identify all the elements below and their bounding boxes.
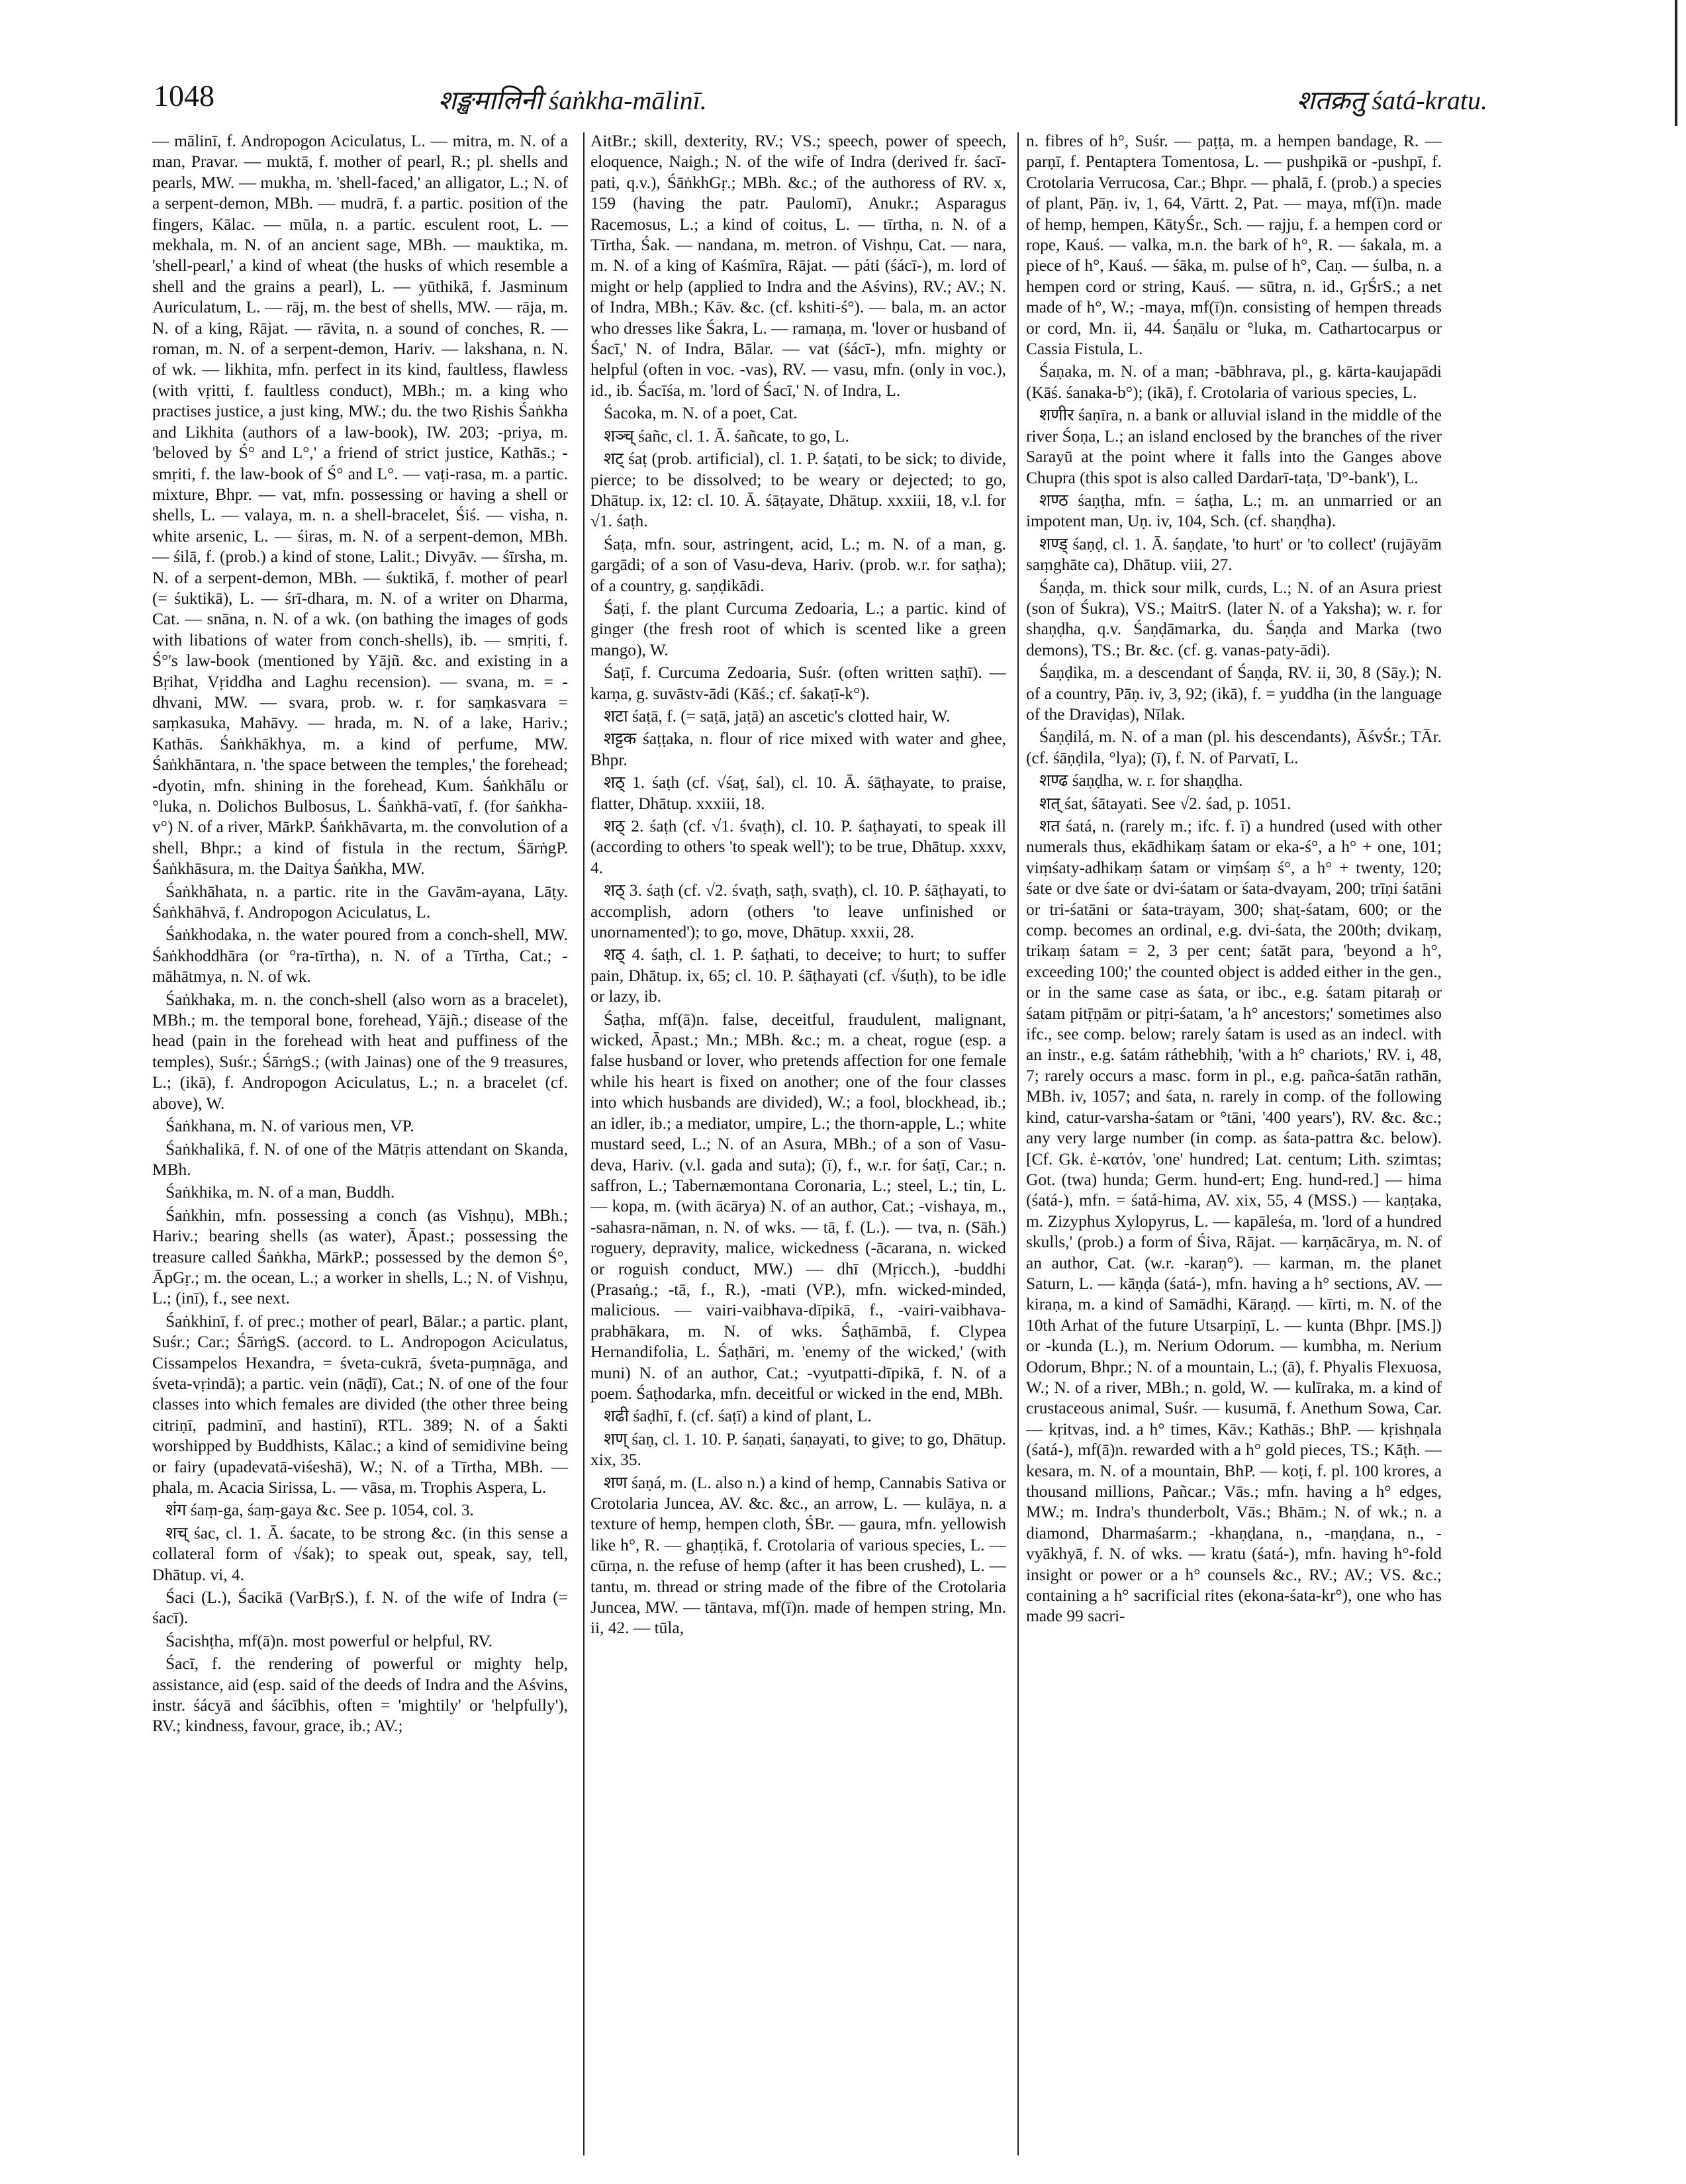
dictionary-entry: शञ्च् śañc, cl. 1. Ā. śañcate, to go, L. <box>604 426 849 446</box>
dictionary-entry: Śacishṭha, mf(ā)n. most powerful or helpful, RV. <box>165 1631 492 1650</box>
dictionary-entry: Śaṭha, mf(ā)n. false, deceitful, fraudulent, malignant, wicked, Āpast.; Mn.; MBh. &c.; m. a cheat, rogue (esp. a false husband or lover, who pretends affection for one female while his heart is fixed on another; one of the four classes into which husbands are divided), W.; a fool, blockhead, ib.; an idler, ib.; a mediator, umpire, L.; the thorn-apple, L.; white mustard seed, L.; N. of an Asura, MBh.; of a son of Vasu-deva, Hariv. (v.l. gada and suta); (ī), f., w.r. for śaṭī, Car.; n. saffron, L.; Tabernæmontana Coronaria, L.; steel, L.; tin, L. — kopa, m. (with ācārya) N. of an author, Cat.; -vishaya, m., -sahasra-nāman, n. N. of wks. — tā, f. (L.). — tva, n. (Sāh.) roguery, depravity, malice, wickedness (-ācarana, n. wicked or roguish conduct, MW.) — dhī (Mṛicch.), -buddhi (Prasaṅg.; -tā, f., R.), -mati (VP.), mfn. wicked-minded, malicious. — vairi-vaibhava-dīpikā, f., -vairi-vaibhava-prabhākara, m. N. of wks. Śaṭhāmbā, f. Clypea Hernandifolia, L. Śaṭhāri, m. 'enemy of the wicked,' (with muni) N. of an author, Cat.; -vyutpatti-dīpikā, f. N. of a poem. Śaṭhodarka, mfn. deceitful or wicked in the end, MBh. <box>590 1010 1006 1403</box>
page-number: 1048 <box>154 79 214 113</box>
dictionary-entry: शच् śac, cl. 1. Ā. śacate, to be strong &c. (in this sense a collateral form of √śak); to speak out, speak, say, tell, Dhātup. vi, 4. <box>152 1523 568 1584</box>
dictionary-entry: शण्ठ śaṇṭha, mfn. = śaṭha, L.; m. an unmarried or an impotent man, Uṇ. iv, 104, Sch. (cf. shaṇḍha). <box>1026 491 1442 531</box>
dictionary-entry: Śaṇḍilá, m. N. of a man (pl. his descendants), ĀśvŚr.; TĀr. (cf. śāṇḍila, °lya); (ī), f. N. of Parvatī, L. <box>1026 728 1442 767</box>
dictionary-entry: शट्टक śaṭṭaka, n. flour of rice mixed with water and ghee, Bhpr. <box>590 730 1006 769</box>
page-header <box>154 78 1487 124</box>
dictionary-entry: Śacī, f. the rendering of powerful or mighty help, assistance, aid (esp. said of the deeds of Indra and the Aśvins, instr. śácyā and śácībhis, often = 'mightily' or 'helpfully'), RV.; kindness, favour, grace, ib.; AV.; <box>152 1654 568 1736</box>
dictionary-entry: Śaṅkhana, m. N. of various men, VP. <box>165 1117 414 1136</box>
dictionary-entry: शढी śaḍhī, f. (cf. śaṭī) a kind of plant, L. <box>604 1407 872 1426</box>
page-edge-line <box>1675 0 1677 126</box>
dictionary-entry: Śaṭī, f. Curcuma Zedoaria, Suśr. (often written saṭhī). — karṇa, g. suvāstv-ādi (Kāś.; cf. śakaṭī-k°). <box>590 663 1006 703</box>
dictionary-entry: शण्ढ śaṇḍha, w. r. for shaṇḍha. <box>1039 771 1243 790</box>
dictionary-entry: शंग śaṃ-ga, śaṃ-gaya &c. See p. 1054, col. 3. <box>165 1501 474 1520</box>
right-running-head: शतक्रतु śatá-kratu. <box>1297 85 1487 115</box>
dictionary-entry: Śaṅkhika, m. N. of a man, Buddh. <box>165 1183 395 1202</box>
dictionary-entry: Śaṅkhāhata, n. a partic. rite in the Gavām-ayana, Lāṭy. Śaṅkhāhvā, f. Andropogon Aciculatus, L. <box>152 882 568 922</box>
column-left <box>152 131 568 2157</box>
dictionary-entry: शठ् 4. śaṭh, cl. 1. P. śaṭhati, to deceive; to hurt; to suffer pain, Dhātup. ix, 65; cl. 10. P. śāṭhayati (cf. √śuṭh), to be idle or lazy, ib. <box>590 945 1006 1006</box>
column-right <box>1026 131 1442 2157</box>
dictionary-entry: Śaṭa, mfn. sour, astringent, acid, L.; m. N. of a man, g. gargādi; of a son of Vasu-deva, Hariv. (prob. w.r. for saṭha); of a country, g. saṇḍikādi. <box>590 534 1006 595</box>
dictionary-entry: Śaṅkhinī, f. of prec.; mother of pearl, Bālar.; a partic. plant, Suśr.; Car.; ŚārṅgS. (accord. to L. Andropogon Aciculatus, Cissampelos Hexandra, = śveta-cukrā, śveta-puṃnāga, and śveta-vṛindā); a partic. vein (nāḍī), Cat.; N. of one of the four classes into which females are divided (the other three being citriṇī, padminī, and hastinī), RTL. 389; N. of a Śakti worshipped by Buddhists, Kālac.; a kind of semidivine being or fairy (upadevatā-viśeshā), W.; N. of a Tīrtha, MBh. — phala, m. Acacia Sirissa, L. — vāsa, m. Trophis Aspera, L. <box>152 1311 568 1497</box>
dictionary-entry: Śaṇḍika, m. a descendant of Śaṇḍa, RV. ii, 30, 8 (Sāy.); N. of a country, Pāṇ. iv, 3, 92; (ikā), f. = yuddha (in the language of the Draviḍas), Nīlak. <box>1026 663 1442 724</box>
dictionary-entry: Śaṅkhin, mfn. possessing a conch (as Vishṇu), MBh.; Hariv.; bearing shells (as water), Āpast.; possessing the treasure called Śaṅkha, MārkP.; possessed by the demon Ś°, ĀpGṛ.; m. the ocean, L.; a worker in shells, L.; N. of Vishṇu, L.; (inī), f., see next. <box>152 1206 568 1308</box>
dictionary-entry: AitBr.; skill, dexterity, RV.; VS.; speech, power of speech, eloquence, Naigh.; N. of the wife of Indra (derived fr. śacī-pati, q.v.), ŚāṅkhGṛ.; MBh. &c.; of the authoress of RV. x, 159 (having the patr. Paulomī), Anukr.; Asparagus Racemosus, L.; a kind of coitus, L. — tīrtha, n. N. of a Tīrtha, Śak. — nandana, m. metron. of Vishṇu, Cat. — nara, m. N. of a king of Kaśmīra, Rājat. — páti (śácī-), m. lord of might or help (applied to Indra and the Aśvins), RV.; AV.; N. of Indra, MBh.; Kāv. &c. (cf. kshiti-ś°). — bala, m. an actor who dresses like Śakra, L. — ramaṇa, m. 'lover or husband of Śacī,' N. of Indra, Bālar. — vat (śácī-), mfn. mighty or helpful (often in voc. -vas), RV. — vasu, mfn. (only in voc.), id., ib. Śacīśa, m. 'lord of Śacī,' N. of Indra, L. <box>590 132 1006 400</box>
dictionary-entry: शत् śat, śātayati. See √2. śad, p. 1051. <box>1039 794 1291 813</box>
dictionary-entry: Śaṅkhalikā, f. N. of one of the Mātṛis attendant on Skanda, MBh. <box>152 1139 568 1179</box>
dictionary-entry: शटा śaṭā, f. (= saṭā, jaṭā) an ascetic's clotted hair, W. <box>604 706 951 726</box>
dictionary-entry: शण् śaṇ, cl. 1. 10. P. śaṇati, śaṇayati, to give; to go, Dhātup. xix, 35. <box>590 1429 1006 1470</box>
dictionary-columns <box>152 131 1450 2157</box>
dictionary-entry: Śaṅkhaka, m. n. the conch-shell (also worn as a bracelet), MBh.; m. the temporal bone, forehead, Yājñ.; disease of the head (pain in the forehead with heat and puffiness of the temples), Suśr.; ŚārṅgS.; (with Jainas) one of the 9 treasures, L.; (ikā), f. Andropogon Aciculatus, L.; n. a bracelet (cf. above), W. <box>152 990 568 1113</box>
dictionary-entry: शण्ड् śaṇḍ, cl. 1. Ā. śaṇḍate, 'to hurt' or 'to collect' (rujāyām saṃghāte ca), Dhātup. viii, 27. <box>1026 534 1442 575</box>
dictionary-entry: n. fibres of h°, Suśr. — paṭṭa, m. a hempen bandage, R. — parṇī, f. Pentaptera Tomentosa, L. — pushpikā or -pushpī, f. Crotolaria Verrucosa, Car.; Bhpr. — phalā, f. (prob.) a species of plant, Pāṇ. iv, 1, 64, Vārtt. 2, Pat. — maya, mf(ī)n. made of hemp, hempen, KātyŚr., Sch. — rajju, f. a hempen cord or rope, Kauś. — valka, m.n. the bark of h°, R. — śakala, m. a piece of h°, Kauś. — śāka, m. pulse of h°, Caṇ. — śulba, n. a hempen cord or string, Kauś. — sūtra, n. id., GṛŚrS.; a net made of h°, W.; -maya, mf(ī)n. consisting of hempen threads or cord, Mn. ii, 44. Śaṇālu or °luka, m. Cathartocarpus or Cassia Fistula, L. <box>1026 132 1442 359</box>
dictionary-entry: Śaṇḍa, m. thick sour milk, curds, L.; N. of an Asura priest (son of Śukra), VS.; MaitrS. (later N. of a Yaksha); w. r. for shaṇḍha, q.v. Śaṇḍāmarka, du. Śaṇḍa and Marka (two demons), TS.; Br. &c. (cf. g. vanas-paty-ādi). <box>1026 578 1442 659</box>
dictionary-entry: Śaṇaka, m. N. of a man; -bābhrava, pl., g. kārta-kaujapādi (Kāś. śanaka-b°); (ikā), f. Crotolaria of various species, L. <box>1026 362 1442 402</box>
left-running-head: शङ्खमालिनी śaṅkha-mālinī. <box>438 85 707 115</box>
dictionary-entry: Śaṅkhodaka, n. the water poured from a conch-shell, MW. Śaṅkhoddhāra (or °ra-tīrtha), n. N. of a Tīrtha, Cat.; -māhātmya, n. N. of wk. <box>152 926 568 986</box>
column-middle <box>590 131 1006 2157</box>
dictionary-entry: Śacoka, m. N. of a poet, Cat. <box>604 404 798 423</box>
dictionary-entry: शठ् 3. śaṭh (cf. √2. śvaṭh, saṭh, svaṭh), cl. 10. P. śāṭhayati, to accomplish, adorn (others 'to leave unfinished or unornamented'); to go, move, Dhātup. xxxii, 28. <box>590 881 1006 942</box>
dictionary-entry: — mālinī, f. Andropogon Aciculatus, L. — mitra, m. N. of a man, Pravar. — muktā, f. mother of pearl, R.; pl. shells and pearls, MW. — mukha, m. 'shell-faced,' an alligator, L.; N. of a serpent-demon, MBh. — mudrā, f. a partic. position of the fingers, Kālac. — mūla, n. a partic. esculent root, L. — mekhala, m. N. of an ancient sage, MBh. — mauktika, m. 'shell-pearl,' a kind of wheat (the husks of which resemble a shell and the grains a pearl), L. — yūthikā, f. Jasminum Auriculatum, L. — rāj, m. the best of shells, MW. — rāja, m. N. of a king, Rājat. — rāvita, n. a sound of conches, R. — roman, m. N. of a serpent-demon, Hariv. — lakshana, n. N. of wk. — likhita, mfn. perfect in its kind, faultless, flawless (with vṛitti, f. faultless conduct), MBh.; m. a king who practises justice, a just king, MW.; du. the two Ṛishis Śaṅkha and Likhita (authors of a law-book), IW. 203; -priya, m. 'beloved by Ś° and L°,' a friend of strict justice, Kathās.; -smṛiti, f. the law-book of Ś° and L°. — vaṭi-rasa, m. a partic. mixture, Bhpr. — vat, mfn. possessing or having a shell or shells, L. — valaya, m. n. a shell-bracelet, Śiś. — visha, n. white arsenic, L. — śiras, m. N. of a serpent-demon, MBh. — śilā, f. (prob.) a kind of stone, Lalit.; Divyāv. — śīrsha, m. N. of a serpent-demon, MBh. — śuktikā, f. mother of pearl (= śuktikā), L. — śrī-dhara, m. N. of a writer on Dharma, Cat. — snāna, n. N. of a wk. (on bathing the images of gods with libations of water from conch-shells), ib. — smṛiti, f. Ś°'s law-book (mentioned by Yājñ. &c. and existing in a Bṛihat, Vṛiddha and Laghu recension). — svana, m. = -dhvani, MW. — svara, prob. w. r. for saṃkasvara = saṃkasuka, Mahāvy. — hrada, m. N. of a lake, Hariv.; Kathās. Śaṅkhākhya, m. a kind of perfume, MW. Śaṅkhāntara, n. 'the space between the temples,' the forehead; -dyotin, mfn. shining in the forehead, Kum. Śaṅkhālu or °luka, n. Dolichos Bulbosus, L. Śaṅkhā-vatī, f. (for śaṅkha-v°) N. of a river, MārkP. Śaṅkhāvarta, m. the convolution of a shell, Bhpr.; a kind of fistula in the rectum, ŚārṅgP. Śaṅkhāsura, m. the Daitya Śaṅkha, MW. <box>152 132 568 878</box>
dictionary-entry: शणीर śaṇīra, n. a bank or alluvial island in the middle of the river Śoṇa, L.; an island enclosed by the branches of the river Sarayū at the point where it falls into the Ganges above Chupra (this spot is also called Dardarī-taṭa, 'D°-bank'), L. <box>1026 406 1442 487</box>
dictionary-entry: Śaṭi, f. the plant Curcuma Zedoaria, L.; a partic. kind of ginger (the fresh root of which is scented like a green mango), W. <box>590 598 1006 659</box>
dictionary-entry: Śaci (L.), Śacikā (VarBṛS.), f. N. of the wife of Indra (= śacī). <box>152 1588 568 1628</box>
dictionary-entry: शठ् 2. śaṭh (cf. √1. śvaṭh), cl. 10. P. śaṭhayati, to speak ill (according to others 'to speak well'); to be true, Dhātup. xxxv, 4. <box>590 817 1006 877</box>
dictionary-entry: शत śatá, n. (rarely m.; ifc. f. ī) a hundred (used with other numerals thus, ekādhikaṃ śatam or eka-ś°, a h° + one, 101; viṃśaty-adhikaṃ śatam or viṃśaṃ ś°, a h° + twenty, 120; śate or dve śate or dvi-śatam or śata-dvayam, 200; trīṇi śatāni or tri-śatāni or śata-trayam, 300; shaṭ-śatam, 600; or the comp. becomes an ordinal, e.g. dvi-śata, the 200th; dvikaṃ, trikaṃ śatam = 2, 3 per cent; śatāt para, 'beyond a h°, exceeding 100;' the counted object is added either in the gen., or in the same case as śata, or ibc., e.g. śatam pitaraḥ or śatam pitṝṇām or pitṛi-śatam, 'a h° ancestors;' sometimes also ifc., see comp. below; rarely śatam is used as an indecl. with an instr., e.g. śatám ráthebhiḥ, 'with a h° chariots,' RV. i, 48, 7; rarely occurs a masc. form in pl., e.g. pañca-śatān rathān, MBh. iv, 1057; and śata, n. rarely in comp. of the following kind, catur-varsha-śatam or °tāni, '400 years'), RV. &c. &c.; any very large number (in comp. as śata-pattra &c. below). [Cf. Gk. ἑ-κατόν, 'one' hundred; Lat. centum; Lith. szimtas; Got. (twa) hunda; Germ. hund-ert; Eng. hund-red.] — hima (śatá-), mfn. = śatá-hima, AV. xix, 55, 4 (MSS.) — kaṇṭaka, m. Zizyphus Xylopyrus, L. — kapāleśa, m. 'lord of a hundred skulls,' (prob.) a form of Śiva, Rājat. — karṇācārya, m. N. of an author, Cat. (w.r. -karaṇ°). — karman, m. the planet Saturn, L. — kāṇḍa (śatá-), mfn. having a h° sections, AV. — kiraṇa, m. a kind of Samādhi, Kāraṇḍ. — kīrti, m. N. of the 10th Arhat of the future Utsarpiṇī, L. — kunta (Bhpr. [MS.]) or -kunda (L.), m. Nerium Odorum. — kumbha, m. Nerium Odorum, Bhpr.; N. of a mountain, L.; (ā), f. Phyalis Flexuosa, W.; N. of a river, MBh.; n. gold, W. — kulīraka, m. a kind of crustaceous animal, Suśr. — kusumā, f. Anethum Sowa, Car. — kṛitvas, ind. a h° times, Kāv.; Kathās.; BhP. — kṛishṇala (śatá-), mf(ā)n. rewarded with a h° gold pieces, TS.; Kāṭh. — kesara, m. N. of a mountain, BhP. — koṭi, f. pl. 100 krores, a thousand millions, Pañcar.; Vās.; mfn. having a h° edges, MW.; m. Indra's thunderbolt, Vās.; Bhām.; N. of wk.; n. a diamond, Dharmaśarm.; -khaṇḍana, n., -maṇḍana, n., -vyākhyā, f. N. of wks. — kratu (śatá-), mfn. having h°-fold insight or power or a h° counsels &c., RV.; AV.; VS. &c.; containing a h° sacrificial rites (ekona-śata-kr°), one who has made 99 sacri- <box>1026 817 1442 1626</box>
dictionary-entry: शट् śaṭ (prob. artificial), cl. 1. P. śaṭati, to be sick; to divide, pierce; to be dissolved; to be weary or dejected; to go, Dhātup. ix, 12: cl. 10. Ā. śāṭayate, Dhātup. xxxiii, 18, v.l. for √1. śaṭh. <box>590 450 1006 531</box>
dictionary-entry: शण śaṇá, m. (L. also n.) a kind of hemp, Cannabis Sativa or Crotolaria Juncea, AV. &c. &c., an arrow, L. — kulāya, n. a texture of hemp, hempen cloth, ŚBr. — gaura, mfn. yellowish like h°, R. — ghaṇṭikā, f. Crotolaria of various species, L. — cūrṇa, n. the refuse of hemp (after it has been crushed), L. — tantu, m. thread or string made of the fibre of the Crotolaria Juncea, MW. — tāntava, mf(ī)n. made of hempen string, Mn. ii, 42. — tūla, <box>590 1473 1006 1638</box>
dictionary-entry: शठ् 1. śaṭh (cf. √śaṭ, śal), cl. 10. Ā. śāṭhayate, to praise, flatter, Dhātup. xxxiii, 18. <box>590 773 1006 813</box>
